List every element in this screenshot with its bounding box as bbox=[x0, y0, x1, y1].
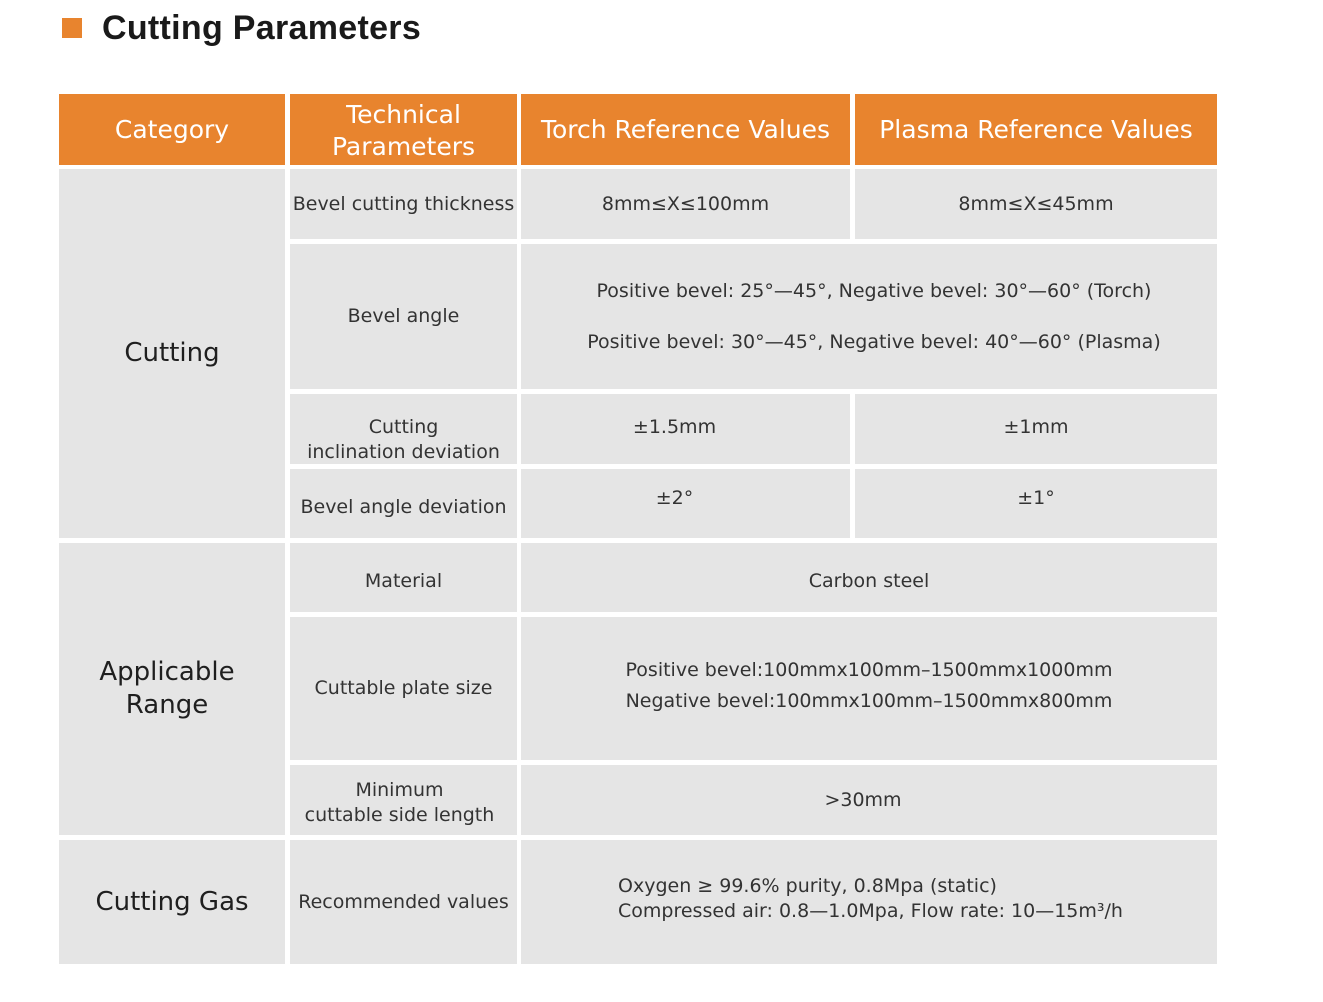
value-bevel-angle bbox=[521, 244, 1217, 389]
header-torch-label: Torch Reference Values bbox=[540, 114, 831, 144]
param-material bbox=[290, 543, 517, 612]
header-torch bbox=[521, 94, 850, 165]
torch-inclination-value: ±1.5mm bbox=[632, 415, 717, 438]
bevel-angle-torch-line: Positive bevel: 25°—45°, Negative bevel: 30°—60° (Torch) bbox=[596, 279, 1152, 302]
param-bevel-cutting-thickness bbox=[290, 169, 517, 239]
torch-bevel-cutting-thickness-value: 8mm≤X≤100mm bbox=[601, 192, 770, 215]
min-side-value: >30mm bbox=[824, 788, 902, 811]
bevel-angle-plasma-line: Positive bevel: 30°—45°, Negative bevel: 40°—60° (Plasma) bbox=[587, 330, 1161, 353]
value-cuttable-plate-size bbox=[521, 617, 1217, 760]
param-minimum-cuttable-side-length bbox=[290, 765, 517, 835]
plasma-bevel-angle-deviation bbox=[855, 469, 1217, 538]
header-plasma bbox=[855, 94, 1217, 165]
param-bevel-angle-label: Bevel angle bbox=[347, 305, 460, 327]
gas-oxygen-line: Oxygen ≥ 99.6% purity, 0.8Mpa (static) bbox=[618, 875, 997, 897]
header-technical-label-line1: Technical bbox=[346, 99, 461, 129]
header-plasma-label: Plasma Reference Values bbox=[879, 114, 1193, 144]
category-applicable-range bbox=[59, 543, 285, 835]
param-recommended-values bbox=[290, 840, 517, 964]
category-applicable-label-line2: Range bbox=[125, 690, 209, 720]
header-technical-parameters bbox=[290, 94, 517, 165]
plasma-inclination-value: ±1mm bbox=[1003, 415, 1069, 438]
param-bevel-angle bbox=[290, 244, 517, 389]
value-minimum-cuttable-side-length bbox=[521, 765, 1217, 835]
torch-bevel-cutting-thickness bbox=[521, 169, 850, 239]
page-title: Cutting Parameters bbox=[102, 8, 422, 47]
plasma-bevel-cutting-thickness bbox=[855, 169, 1217, 239]
param-recommended-values-label: Recommended values bbox=[298, 890, 509, 913]
plasma-angle-deviation-value: ±1° bbox=[1017, 487, 1055, 509]
param-inclination-label-line1: Cutting bbox=[368, 416, 439, 438]
param-cuttable-plate-size bbox=[290, 617, 517, 760]
param-min-side-label-line2: cuttable side length bbox=[304, 804, 495, 826]
param-bevel-angle-deviation-label: Bevel angle deviation bbox=[300, 496, 507, 518]
torch-angle-deviation-value: ±2° bbox=[655, 487, 694, 509]
header-category-label: Category bbox=[114, 114, 230, 144]
torch-bevel-angle-deviation bbox=[521, 469, 850, 538]
category-cutting-gas bbox=[59, 840, 285, 964]
param-inclination-label-line2: inclination deviation bbox=[307, 441, 500, 463]
torch-cutting-inclination-deviation bbox=[521, 394, 850, 464]
param-cutting-inclination-deviation bbox=[290, 394, 517, 464]
category-cutting-label: Cutting bbox=[124, 338, 220, 368]
header-category bbox=[59, 94, 285, 165]
category-applicable-label-line1: Applicable bbox=[99, 657, 235, 687]
value-recommended-gas bbox=[521, 840, 1217, 964]
header-technical-label-line2: Parameters bbox=[331, 131, 476, 161]
plate-size-positive-line: Positive bevel:100mmx100mm–1500mmx1000mm bbox=[625, 658, 1113, 681]
param-cuttable-plate-size-label: Cuttable plate size bbox=[314, 677, 493, 699]
plate-size-negative-line: Negative bevel:100mmx100mm–1500mmx800mm bbox=[625, 689, 1113, 712]
plasma-bevel-cutting-thickness-value: 8mm≤X≤45mm bbox=[958, 192, 1114, 215]
param-bevel-angle-deviation bbox=[290, 469, 517, 538]
plasma-cutting-inclination-deviation bbox=[855, 394, 1217, 464]
param-material-label: Material bbox=[364, 570, 443, 592]
material-value: Carbon steel bbox=[808, 570, 930, 592]
gas-compressed-air-line: Compressed air: 0.8—1.0Mpa, Flow rate: 10—15m³/h bbox=[618, 900, 1123, 922]
category-gas-label: Cutting Gas bbox=[95, 886, 249, 917]
param-min-side-label-line1: Minimum bbox=[355, 779, 444, 801]
title-bullet-square-icon bbox=[62, 18, 82, 38]
value-material bbox=[521, 543, 1217, 612]
section-title bbox=[62, 8, 421, 48]
category-cutting bbox=[59, 169, 285, 538]
param-bevel-cutting-thickness-label: Bevel cutting thickness bbox=[292, 192, 515, 215]
